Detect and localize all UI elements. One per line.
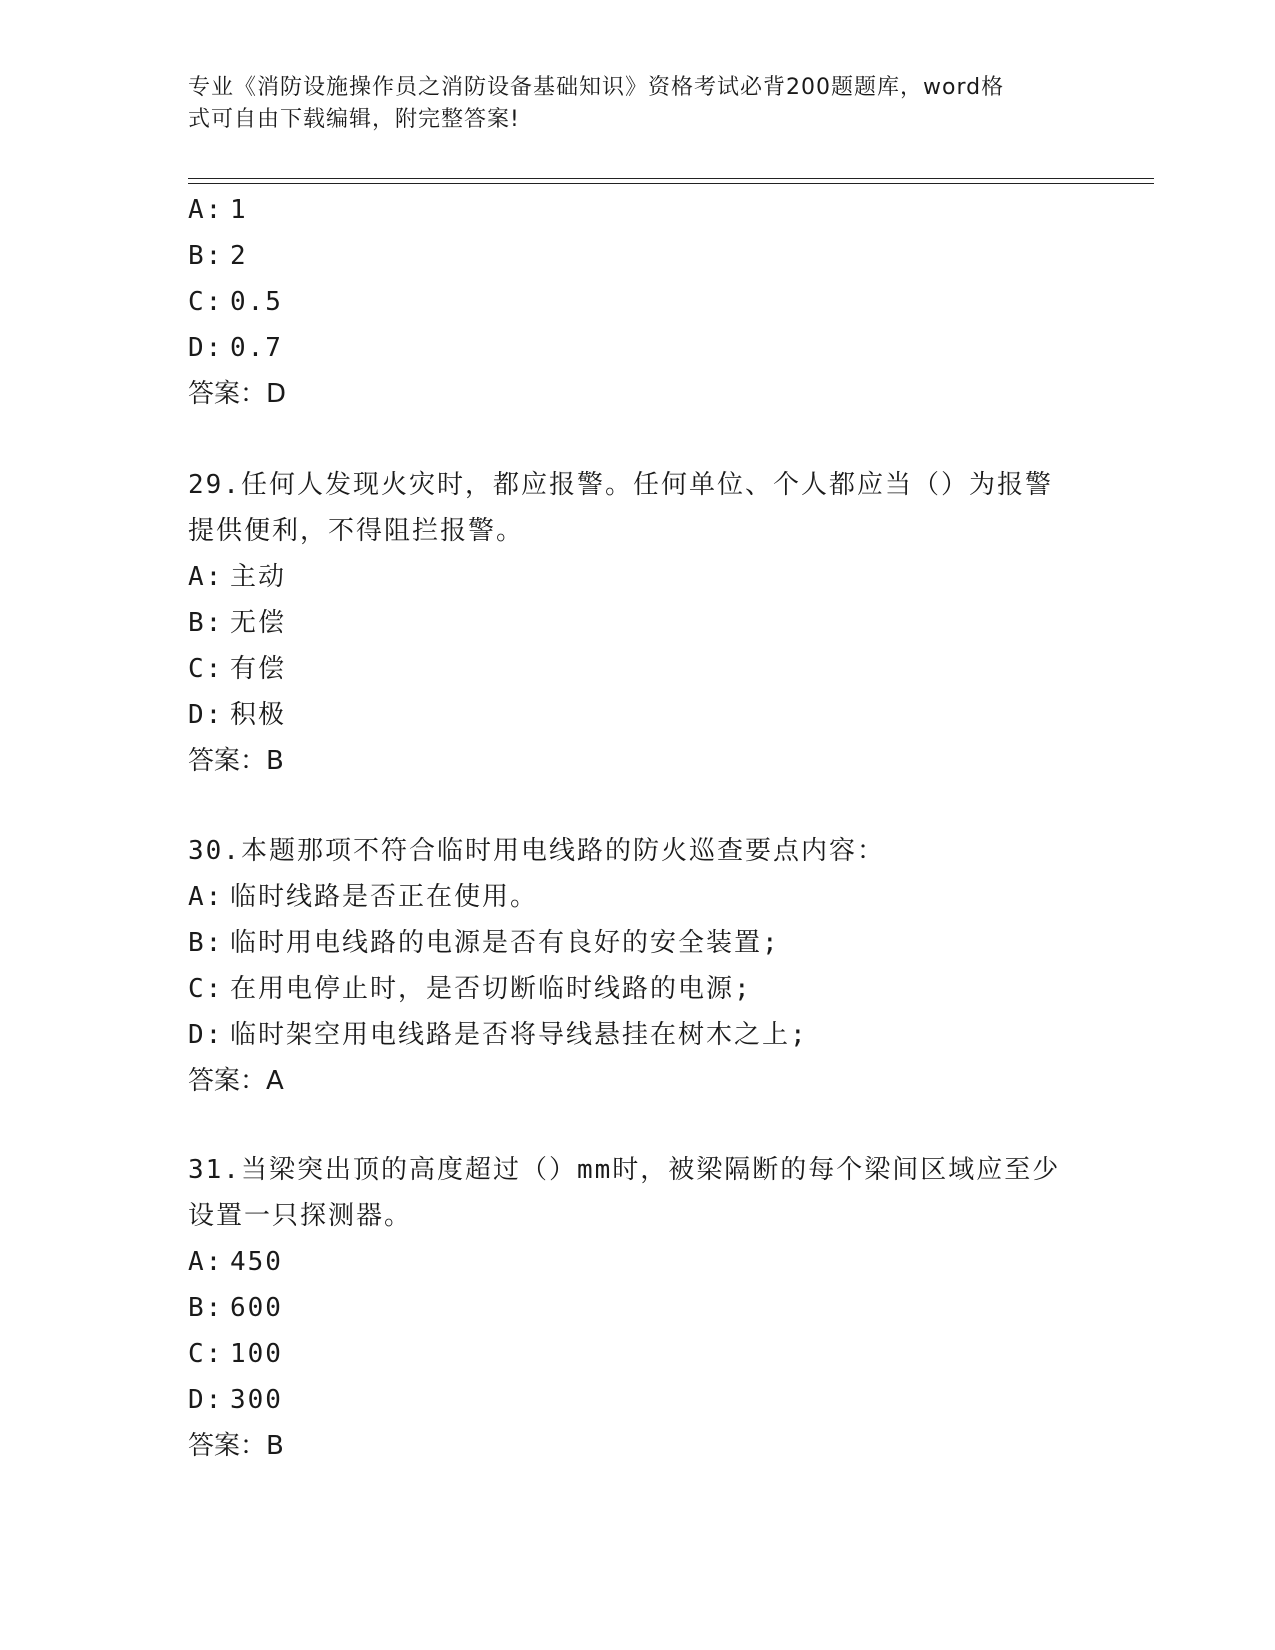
header-rule-top xyxy=(188,178,1154,179)
header-line-2: 式可自由下载编辑，附完整答案! xyxy=(188,107,520,132)
option-b: B: 无偿 xyxy=(188,608,287,638)
option-c: C: 100 xyxy=(188,1339,283,1369)
answer: 答案：A xyxy=(188,1066,284,1096)
question-30 xyxy=(188,828,1088,1104)
option-b: B: 600 xyxy=(188,1293,283,1323)
option-c: C: 在用电停止时，是否切断临时线路的电源; xyxy=(188,974,752,1004)
option-d: D: 积极 xyxy=(188,700,287,730)
option-c: C: 0.5 xyxy=(188,287,283,317)
option-d: D: 临时架空用电线路是否将导线悬挂在树木之上; xyxy=(188,1020,808,1050)
answer: 答案：B xyxy=(188,746,284,776)
question-stem-line-1: 31.当梁突出顶的高度超过（）mm时，被梁隔断的每个梁间区域应至少 xyxy=(188,1155,1061,1185)
option-c: C: 有偿 xyxy=(188,654,287,684)
option-a: A: 主动 xyxy=(188,562,287,592)
option-a: A: 临时线路是否正在使用。 xyxy=(188,882,539,912)
question-29 xyxy=(188,462,1088,784)
document-header xyxy=(188,72,1068,136)
option-d: D: 300 xyxy=(188,1385,283,1415)
header-line-1: 专业《消防设施操作员之消防设备基础知识》资格考试必背200题题库，word格 xyxy=(188,75,1005,100)
option-d: D: 0.7 xyxy=(188,333,283,363)
option-a: A: 1 xyxy=(188,195,248,225)
answer: 答案：D xyxy=(188,379,287,409)
header-rule-bottom xyxy=(188,183,1154,184)
answer: 答案：B xyxy=(188,1431,284,1461)
option-b: B: 临时用电线路的电源是否有良好的安全装置; xyxy=(188,928,780,958)
option-a: A: 450 xyxy=(188,1247,283,1277)
question-28 xyxy=(188,187,1088,417)
question-stem-line-2: 提供便利，不得阻拦报警。 xyxy=(188,516,525,546)
question-stem-line-2: 设置一只探测器。 xyxy=(188,1201,413,1231)
question-stem-line-1: 29.任何人发现火灾时，都应报警。任何单位、个人都应当（）为报警 xyxy=(188,470,1053,500)
option-b: B: 2 xyxy=(188,241,248,271)
question-stem-line-1: 30.本题那项不符合临时用电线路的防火巡查要点内容： xyxy=(188,836,885,866)
question-31 xyxy=(188,1147,1088,1469)
